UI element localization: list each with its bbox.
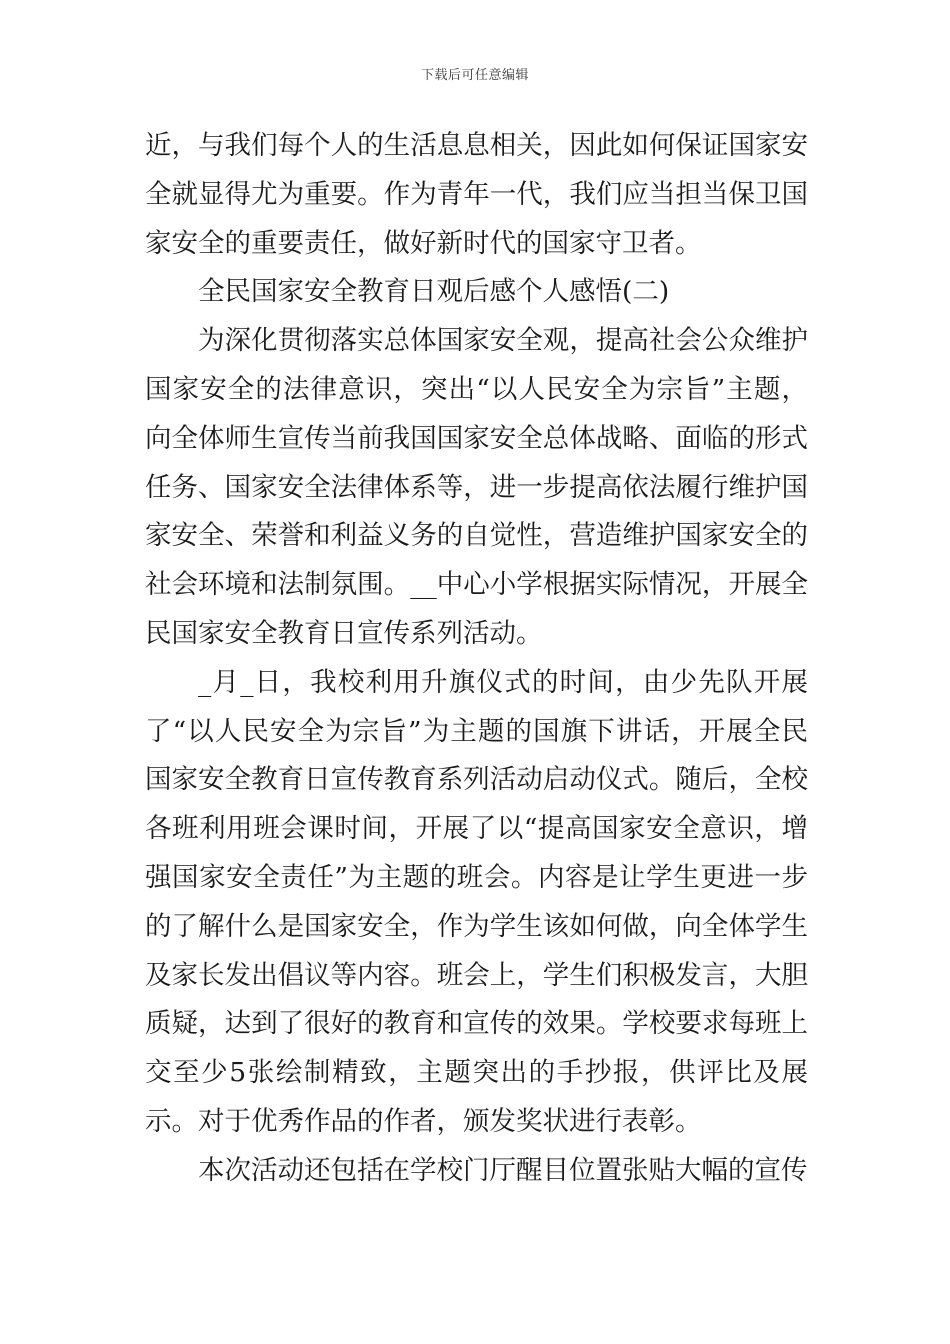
paragraph: _月_日，我校利用升旗仪式的时间，由少先队开展了“以人民安全为宗旨”为主题的国旗下讲话，开展全民国家安全教育日宣传教育系列活动启动仪式。随后，全校各班利用班会课时间，开展了以“提高国家安全意识，增强国家安全责任”为主题的班会。内容是让学生更进一步的了解什么是国家安全，作为学生该如何做，向全体学生及家长发出倡议等内容。班会上，学生们积极发言，大胆质疑，达到了很好的教育和宣传的效果。学校要求每班上交至少5张绘制精致，主题突出的手抄报，供评比及展示。对于优秀作品的作者，颁发奖状进行表彰。	[145, 666, 808, 1137]
paragraph: 为深化贯彻落实总体国家安全观，提高社会公众维护国家安全的法律意识，突出“以人民安全为宗旨”主题，向全体师生宣传当前我国国家安全总体战略、面临的形式任务、国家安全法律体系等，进一步提高依法履行维护国家安全、荣誉和利益义务的自觉性，营造维护国家安全的社会环境和法制氛围。__中心小学根据实际情况，开展全民国家安全教育日宣传系列活动。	[145, 325, 808, 649]
page-header-note: 下载后可任意编辑	[420, 68, 529, 83]
paragraph-continuation: 近，与我们每个人的生活息息相关，因此如何保证国家安全就显得尤为重要。作为青年一代，我们应当担当保卫国家安全的重要责任，做好新时代的国家守卫者。	[145, 130, 808, 259]
document-body	[145, 122, 808, 1196]
section-heading: 全民国家安全教育日观后感个人感悟(二)	[198, 276, 670, 308]
paragraph: 本次活动还包括在学校门厅醒目位置张贴大幅的宣传	[198, 1154, 808, 1186]
